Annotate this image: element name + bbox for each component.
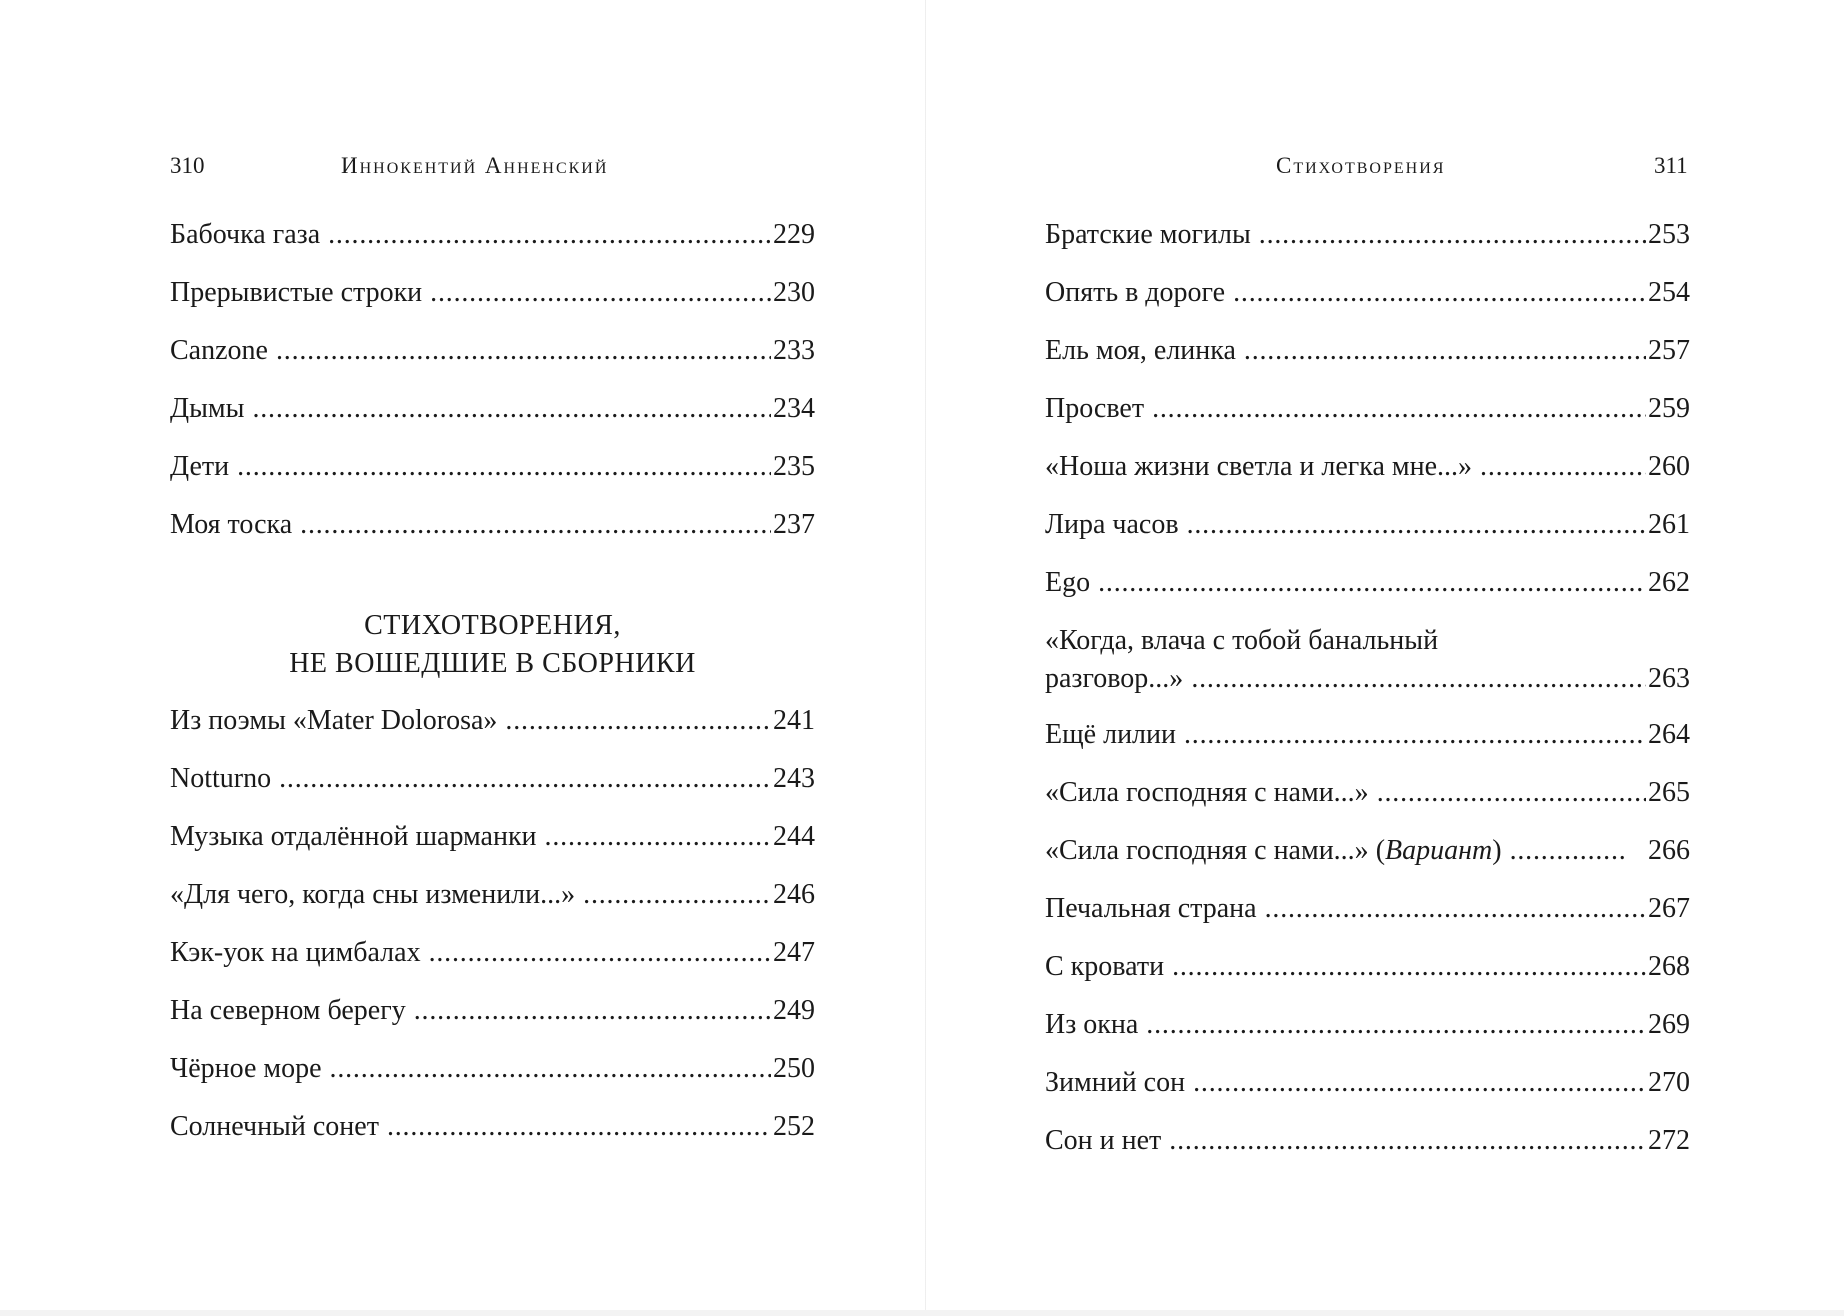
toc-entry[interactable] [1045,333,1690,391]
toc-entry-page: 263 [1648,663,1690,694]
toc-entry-title: Моя тоска [170,509,293,540]
toc-entry-title: Дымы [170,393,245,424]
toc-entry[interactable] [1045,717,1690,775]
toc-entry-title: Сон и нет [1045,1125,1162,1156]
toc-entry-title: «Сила господняя с нами...» (Вариант) [1045,835,1502,866]
section-heading [170,607,815,683]
toc-entry[interactable] [1045,1065,1690,1123]
dot-leader [1169,1123,1646,1159]
toc-entry-title: Бабочка газа [170,219,321,250]
toc-entry-page: 247 [773,937,815,968]
toc-entry[interactable] [170,275,815,333]
toc-entry-title-line-2: разговор...» [1045,663,1184,694]
dot-leader [1146,1007,1646,1043]
toc-entry[interactable] [170,703,815,761]
toc-entry-title-line-1: «Когда, влача с тобой банальный [1045,625,1439,656]
toc-entry-page: 269 [1648,1009,1690,1040]
toc-entry[interactable] [1045,949,1690,1007]
dot-leader [1184,717,1646,753]
toc-entry-title: Просвет [1045,393,1145,424]
dot-leader [414,993,771,1029]
toc-entry-title: Ещё лилии [1045,719,1176,750]
dot-leader [430,275,771,311]
toc-entry[interactable] [170,761,815,819]
toc-entry-page: 254 [1648,277,1690,308]
toc-entry-title: Прерывистые строки [170,277,423,308]
left-running-head: Иннокентий Анненский [341,153,609,178]
dot-leader [252,391,771,427]
toc-entry[interactable] [1045,565,1690,623]
toc-entry-title: «Ноша жизни светла и легка мне...» [1045,451,1473,482]
toc-entry-title: Печальная страна [1045,893,1257,924]
left-toc [170,217,815,1167]
toc-entry-page: 268 [1648,951,1690,982]
dot-leader [328,217,771,253]
dot-leader [545,819,771,855]
toc-entry-title: Кэк-уок на цимбалах [170,937,421,968]
dot-leader [300,507,771,543]
toc-entry-variant[interactable] [1045,833,1690,891]
dot-leader [583,877,771,913]
toc-entry-page: 252 [773,1111,815,1142]
dot-leader [1480,449,1646,485]
dot-leader [387,1109,771,1145]
dot-leader [237,449,771,485]
toc-entry-title: Из поэмы «Mater Dolorosa» [170,705,498,736]
toc-entry-title: Солнечный сонет [170,1111,379,1142]
toc-entry-title: Чёрное море [170,1053,322,1084]
dot-leader [1187,507,1646,543]
toc-entry-two-line[interactable] [1045,623,1690,717]
toc-entry-page: 264 [1648,719,1690,750]
dot-leader [1191,661,1646,697]
toc-entry-title: Братские могилы [1045,219,1251,250]
toc-entry-page: 261 [1648,509,1690,540]
toc-entry[interactable] [1045,275,1690,333]
dot-leader [1265,891,1646,927]
toc-top-list [170,217,815,565]
toc-entry-line-2 [1045,661,1690,697]
toc-entry[interactable] [170,507,815,565]
toc-entry-title-text: «Сила господняя с нами...» [1045,835,1369,866]
toc-entry-page: 233 [773,335,815,366]
toc-entry[interactable] [1045,891,1690,949]
toc-entry[interactable] [1045,449,1690,507]
toc-entry-page: 244 [773,821,815,852]
toc-entry-page: 253 [1648,219,1690,250]
dot-leader [1233,275,1646,311]
toc-entry-page: 267 [1648,893,1690,924]
toc-entry[interactable] [170,819,815,877]
toc-entry-title: Ego [1045,567,1091,598]
left-page-number: 310 [170,153,205,178]
section-heading-line-2: НЕ ВОШЕДШИЕ В СБОРНИКИ [289,648,696,679]
toc-entry-page: 234 [773,393,815,424]
dot-leader [429,935,771,971]
toc-entry-page: 249 [773,995,815,1026]
toc-entry[interactable] [170,449,815,507]
toc-entry-page: 250 [773,1053,815,1084]
toc-entry[interactable] [1045,217,1690,275]
right-running-head: Стихотворения [1276,153,1446,178]
toc-entry[interactable] [170,1051,815,1109]
toc-entry-page: 257 [1648,335,1690,366]
toc-entry-title: Из окна [1045,1009,1139,1040]
toc-entry[interactable] [170,217,815,275]
toc-entry-page: 262 [1648,567,1690,598]
toc-entry[interactable] [170,333,815,391]
toc-entry-title: Музыка отдалённой шарманки [170,821,537,852]
page-bottom-edge [0,1310,1844,1316]
dot-leader [1098,565,1646,601]
dot-leader [1193,1065,1646,1101]
dot-leader [330,1051,771,1087]
toc-entry[interactable] [1045,1123,1690,1181]
toc-entry-page: 230 [773,277,815,308]
toc-entry[interactable] [170,1109,815,1167]
dot-leader [1259,217,1646,253]
toc-entry[interactable] [1045,391,1690,449]
dot-leader [505,703,771,739]
toc-entry[interactable] [170,993,815,1051]
toc-entry[interactable] [170,935,815,993]
toc-entry-page: 241 [773,705,815,736]
toc-entry-page: 259 [1648,393,1690,424]
toc-entry-title: Canzone [170,335,268,366]
toc-entry[interactable] [170,877,815,935]
toc-entry-page: 235 [773,451,815,482]
toc-entry[interactable] [1045,775,1690,833]
dot-leader [279,761,771,797]
toc-entry-title: Notturno [170,763,272,794]
toc-entry-title: Дети [170,451,230,482]
right-page-number: 311 [1654,153,1688,178]
toc-bottom-list [170,703,815,1167]
dot-leader [1377,775,1646,811]
toc-entry-title: Лира часов [1045,509,1179,540]
toc-entry-note: Вариант [1385,835,1493,866]
toc-entry-title: Ель моя, елинка [1045,335,1236,366]
dot-leader [1244,333,1646,369]
toc-entry-page: 260 [1648,451,1690,482]
toc-entry-page: 270 [1648,1067,1690,1098]
toc-entry-page: 237 [773,509,815,540]
section-heading-line-1: СТИХОТВОРЕНИЯ, [364,610,621,641]
dot-leader [1152,391,1646,427]
toc-entry-page: 266 [1648,835,1690,866]
toc-entry-page: 265 [1648,777,1690,808]
right-toc [1045,217,1690,1181]
toc-entry[interactable] [1045,1007,1690,1065]
toc-entry-title: На северном берегу [170,995,406,1026]
toc-entry-title: «Сила господняя с нами...» [1045,777,1369,808]
toc-entry-page: 272 [1648,1125,1690,1156]
toc-entry-title: «Для чего, когда сны изменили...» [170,879,576,910]
toc-entry[interactable] [170,391,815,449]
dot-leader [1172,949,1646,985]
toc-entry-title: Опять в дороге [1045,277,1226,308]
right-page [926,0,1844,1316]
toc-entry[interactable] [1045,507,1690,565]
toc-entry-page: 243 [773,763,815,794]
dot-leader [1510,833,1626,869]
toc-entry-title: Зимний сон [1045,1067,1186,1098]
toc-entry-page: 229 [773,219,815,250]
toc-entry-title: С кровати [1045,951,1165,982]
dot-leader [276,333,771,369]
toc-entry-page: 246 [773,879,815,910]
